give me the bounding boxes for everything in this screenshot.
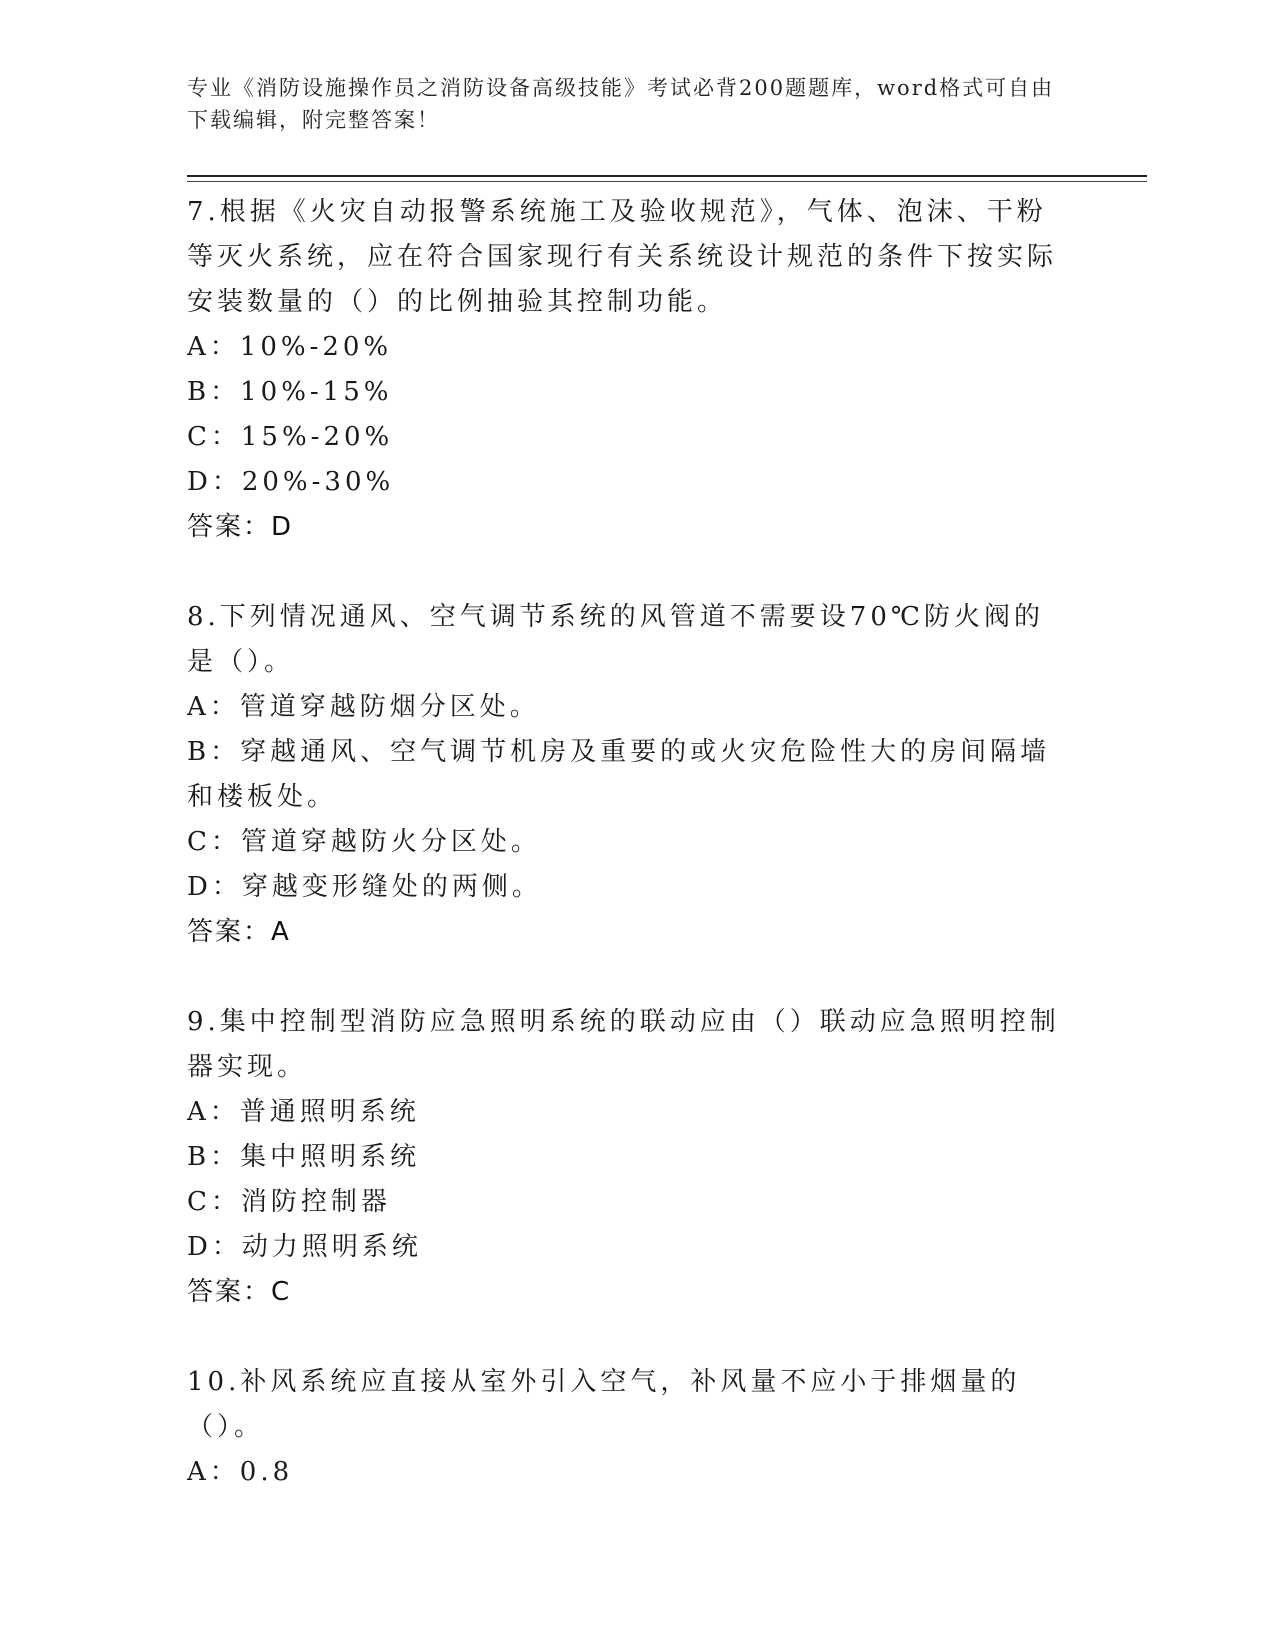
- option-a: A：普通照明系统: [187, 1097, 420, 1127]
- option-b: B：穿越通风、空气调节机房及重要的或火灾危险性大的房间隔墙和楼板处。: [187, 737, 1051, 812]
- answer: 答案：A: [187, 917, 291, 947]
- option-d: D：穿越变形缝处的两侧。: [187, 872, 542, 902]
- question-stem: 8.下列情况通风、空气调节系统的风管道不需要设70℃防火阀的是（）。: [187, 602, 1044, 677]
- question-list: [187, 190, 1067, 1495]
- header-divider: [187, 175, 1147, 177]
- answer: 答案：C: [187, 1277, 292, 1307]
- question-9: [187, 1000, 1067, 1315]
- option-d: D：20%-30%: [187, 467, 395, 497]
- question-stem: 7.根据《火灾自动报警系统施工及验收规范》，气体、泡沫、干粉等灭火系统，应在符合国家现行有关系统设计规范的条件下按实际安装数量的（）的比例抽验其控制功能。: [187, 197, 1058, 317]
- option-b: B：集中照明系统: [187, 1142, 421, 1172]
- question-10: [187, 1360, 1067, 1495]
- question-stem: 10.补风系统应直接从室外引入空气，补风量不应小于排烟量的（）。: [187, 1367, 1021, 1442]
- option-c: C：15%-20%: [187, 422, 394, 452]
- option-b: B：10%-15%: [187, 377, 393, 407]
- header-divider-thin: [187, 181, 1147, 182]
- option-a: A：10%-20%: [187, 332, 393, 362]
- option-d: D：动力照明系统: [187, 1232, 422, 1262]
- answer: 答案：D: [187, 512, 294, 542]
- document-header: 专业《消防设施操作员之消防设备高级技能》考试必背200题题库，word格式可自由下载编辑，附完整答案！: [187, 76, 1055, 132]
- option-a: A：0.8: [187, 1457, 294, 1487]
- question-7: [187, 190, 1067, 550]
- option-c: C：管道穿越防火分区处。: [187, 827, 541, 857]
- option-c: C：消防控制器: [187, 1187, 391, 1217]
- question-8: [187, 595, 1067, 955]
- option-a: A：管道穿越防烟分区处。: [187, 692, 540, 722]
- question-stem: 9.集中控制型消防应急照明系统的联动应由（）联动应急照明控制器实现。: [187, 1007, 1060, 1082]
